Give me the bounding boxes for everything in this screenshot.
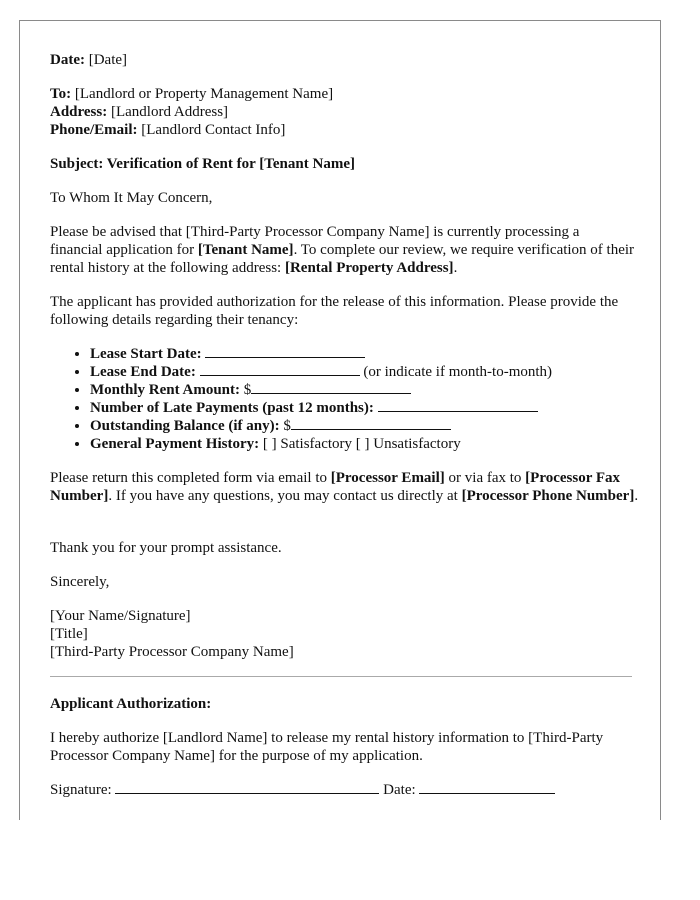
para3-text-2: or via fax to bbox=[444, 470, 526, 486]
recipient-block bbox=[50, 85, 333, 139]
subject-line bbox=[50, 155, 355, 173]
closing-line: Sincerely, bbox=[50, 574, 110, 590]
processor-fax: [Processor Fax Number] bbox=[50, 470, 621, 504]
letter-page bbox=[19, 20, 661, 820]
list-item-lease-end bbox=[90, 363, 675, 381]
para1-text-2: . To complete our review, we require verification of their rental history at the following address: bbox=[50, 242, 635, 276]
signature-label: Signature: bbox=[50, 782, 112, 798]
signer-company: [Third-Party Processor Company Name] bbox=[50, 644, 294, 660]
list-item-outstanding-balance bbox=[90, 417, 675, 435]
date-value: [Date] bbox=[84, 52, 128, 68]
para3-text-3: . If you have any questions, you may contact us directly at bbox=[108, 488, 462, 504]
signer-name: [Your Name/Signature] bbox=[50, 608, 191, 624]
late-payments-label: Number of Late Payments (past 12 months): bbox=[90, 400, 374, 416]
paragraph-intro bbox=[50, 223, 635, 277]
processor-email: [Processor Email] bbox=[330, 470, 445, 486]
address-value: [Landlord Address] bbox=[107, 104, 229, 120]
signer-title: [Title] bbox=[50, 626, 88, 642]
phone-email-label: Phone/Email: bbox=[50, 122, 138, 138]
authorization-heading-text: Applicant Authorization: bbox=[50, 696, 212, 712]
authorization-heading bbox=[50, 695, 211, 713]
payment-history-options: [ ] Satisfactory [ ] Unsatisfactory bbox=[259, 436, 461, 452]
authorization-date-label: Date: bbox=[383, 782, 416, 798]
address-label: Address: bbox=[50, 104, 108, 120]
monthly-rent-blank[interactable] bbox=[251, 381, 411, 394]
to-line bbox=[50, 85, 333, 103]
date-line bbox=[50, 51, 127, 69]
signature-line bbox=[50, 781, 555, 799]
phone-email-value: [Landlord Contact Info] bbox=[137, 122, 286, 138]
processor-phone: [Processor Phone Number] bbox=[461, 488, 635, 504]
tenancy-details-list bbox=[50, 345, 675, 453]
phone-email-line bbox=[50, 121, 333, 139]
outstanding-balance-blank[interactable] bbox=[291, 417, 451, 430]
outstanding-currency: $ bbox=[279, 418, 291, 434]
lease-start-label: Lease Start Date: bbox=[90, 346, 202, 362]
para1-text-1: Please be advised that [Third-Party Processor Company Name] is currently processing a financial application for bbox=[50, 224, 580, 258]
para3-text-1: Please return this completed form via email to bbox=[50, 470, 331, 486]
lease-end-blank[interactable] bbox=[200, 363, 360, 376]
date-label: Date: bbox=[50, 52, 85, 68]
subject-text: Subject: Verification of Rent for [Tenant Name] bbox=[50, 156, 355, 172]
to-value: [Landlord or Property Management Name] bbox=[71, 86, 334, 102]
authorization-text: I hereby authorize [Landlord Name] to release my rental history information to [Third-Party Processor Company Name] for the purpose of my application. bbox=[50, 730, 604, 764]
thanks-line: Thank you for your prompt assistance. bbox=[50, 540, 282, 556]
signature-blank[interactable] bbox=[115, 781, 379, 794]
signature-block bbox=[50, 607, 294, 661]
tenant-name: [Tenant Name] bbox=[197, 242, 294, 258]
section-divider bbox=[50, 676, 632, 677]
outstanding-balance-label: Outstanding Balance (if any): bbox=[90, 418, 280, 434]
monthly-rent-currency: $ bbox=[240, 382, 252, 398]
lease-end-note: (or indicate if month-to-month) bbox=[359, 364, 553, 380]
greeting: To Whom It May Concern, bbox=[50, 190, 213, 206]
list-item-lease-start bbox=[90, 345, 675, 363]
paragraph-authorization-note: The applicant has provided authorization for the release of this information. Please provide the following details regarding their tenancy: bbox=[50, 294, 619, 328]
authorization-date-blank[interactable] bbox=[419, 781, 555, 794]
lease-start-blank[interactable] bbox=[205, 345, 365, 358]
para1-text-3: . bbox=[453, 260, 458, 276]
monthly-rent-label: Monthly Rent Amount: bbox=[90, 382, 241, 398]
lease-end-label: Lease End Date: bbox=[90, 364, 196, 380]
payment-history-label: General Payment History: bbox=[90, 436, 260, 452]
para3-text-4: . bbox=[634, 488, 639, 504]
list-item-payment-history bbox=[90, 435, 675, 453]
to-label: To: bbox=[50, 86, 72, 102]
list-item-late-payments bbox=[90, 399, 675, 417]
rental-property-address: [Rental Property Address] bbox=[284, 260, 454, 276]
address-line bbox=[50, 103, 333, 121]
paragraph-return-instructions bbox=[50, 469, 640, 505]
late-payments-blank[interactable] bbox=[378, 399, 538, 412]
list-item-monthly-rent bbox=[90, 381, 675, 399]
